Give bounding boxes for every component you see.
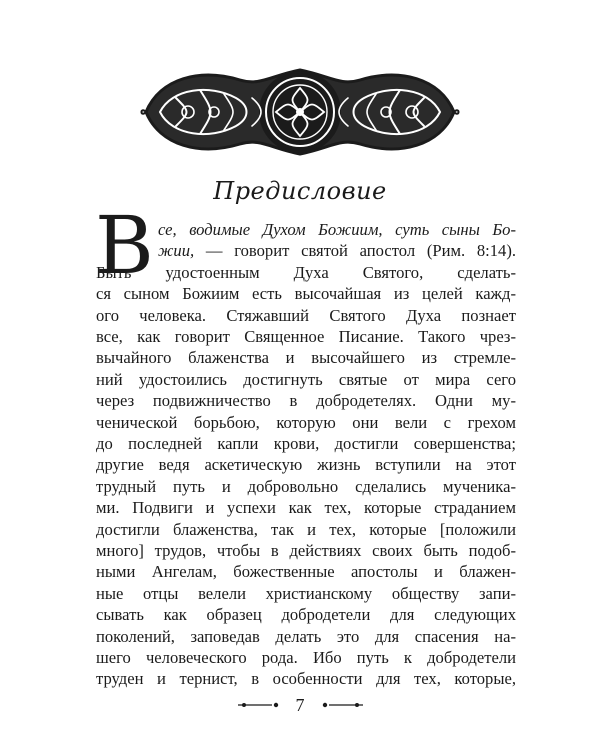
text-line	[158, 218, 516, 242]
line-text: ого человека. Стяжавший Святого Духа познает	[96, 305, 516, 325]
text-line	[96, 560, 516, 584]
ornament-headpiece	[140, 58, 460, 166]
text-line	[96, 496, 516, 520]
line-text: ные отцы велели христианскому обществу запи-	[96, 583, 516, 603]
text-line	[96, 411, 516, 435]
right-flourish-icon	[321, 700, 363, 710]
italic-quote: се, водимые Духом Божиим, суть сыны Бо-	[158, 220, 516, 239]
text-line	[96, 432, 516, 456]
drop-cap: В	[95, 199, 154, 292]
line-text: ся сыном Божиим есть высочайшая из целей кажд-	[96, 284, 516, 304]
line-text: — говорит святой апостол (Рим. 8:14).	[205, 241, 517, 261]
line-text: много] трудов, чтобы в действиях своих быть подоб-	[96, 541, 516, 560]
line-text: ний удостоились достигнуть святые от мира сего	[96, 369, 516, 389]
line-text: труден и тернист, в особенности для тех, которые,	[96, 669, 516, 689]
italic-quote: жии,	[158, 241, 206, 261]
line-text: поколений, заповедав делать это для спасения на-	[96, 626, 516, 646]
line-text: достигли блаженства, так и тех, которые [положили	[96, 519, 516, 539]
page-number: 7	[295, 694, 305, 715]
line-text: Быть удостоенным Духа Святого, сделать-	[96, 262, 516, 282]
line-text: ченической борьбою, которую они вели с грехом	[96, 412, 516, 432]
line-text: ми. Подвиги и успехи как тех, которые страданием	[96, 498, 516, 518]
chapter-title: Предисловие	[213, 177, 387, 205]
text-line	[96, 625, 516, 649]
line-text: ными Ангелам, божественные апостолы и блажен-	[96, 562, 516, 582]
text-line	[96, 389, 516, 413]
text-line	[96, 304, 516, 328]
text-line	[96, 539, 516, 563]
text-line	[96, 667, 516, 691]
text-line	[96, 325, 516, 349]
text-line	[96, 646, 516, 670]
text-line	[96, 518, 516, 542]
text-line	[96, 453, 516, 477]
line-text: до последней капли крови, достигли совершенства;	[96, 434, 516, 453]
line-text: другие ведя аскетическую жизнь вступили на этот	[96, 455, 516, 475]
text-line	[96, 368, 516, 392]
left-flourish-icon	[238, 700, 280, 710]
text-line	[96, 282, 516, 306]
line-text: через подвижничество в добродетелях. Одни му-	[96, 391, 516, 411]
text-line	[96, 346, 516, 370]
line-text: трудный путь и добровольно сделались мученика-	[96, 476, 516, 496]
line-text: шего человеческого рода. Ибо путь к добродетели	[96, 648, 516, 667]
page-footer	[0, 693, 600, 717]
line-text: сывать как образец добродетели для следующих	[96, 605, 516, 625]
text-line	[96, 582, 516, 606]
line-text: вычайного блаженства и высочайшего из стремле-	[96, 348, 516, 368]
text-line	[96, 475, 516, 499]
text-line	[158, 239, 516, 263]
text-line	[96, 261, 516, 285]
line-text: все, как говорит Священное Писание. Такого чрез-	[96, 327, 516, 346]
text-line	[96, 603, 516, 627]
